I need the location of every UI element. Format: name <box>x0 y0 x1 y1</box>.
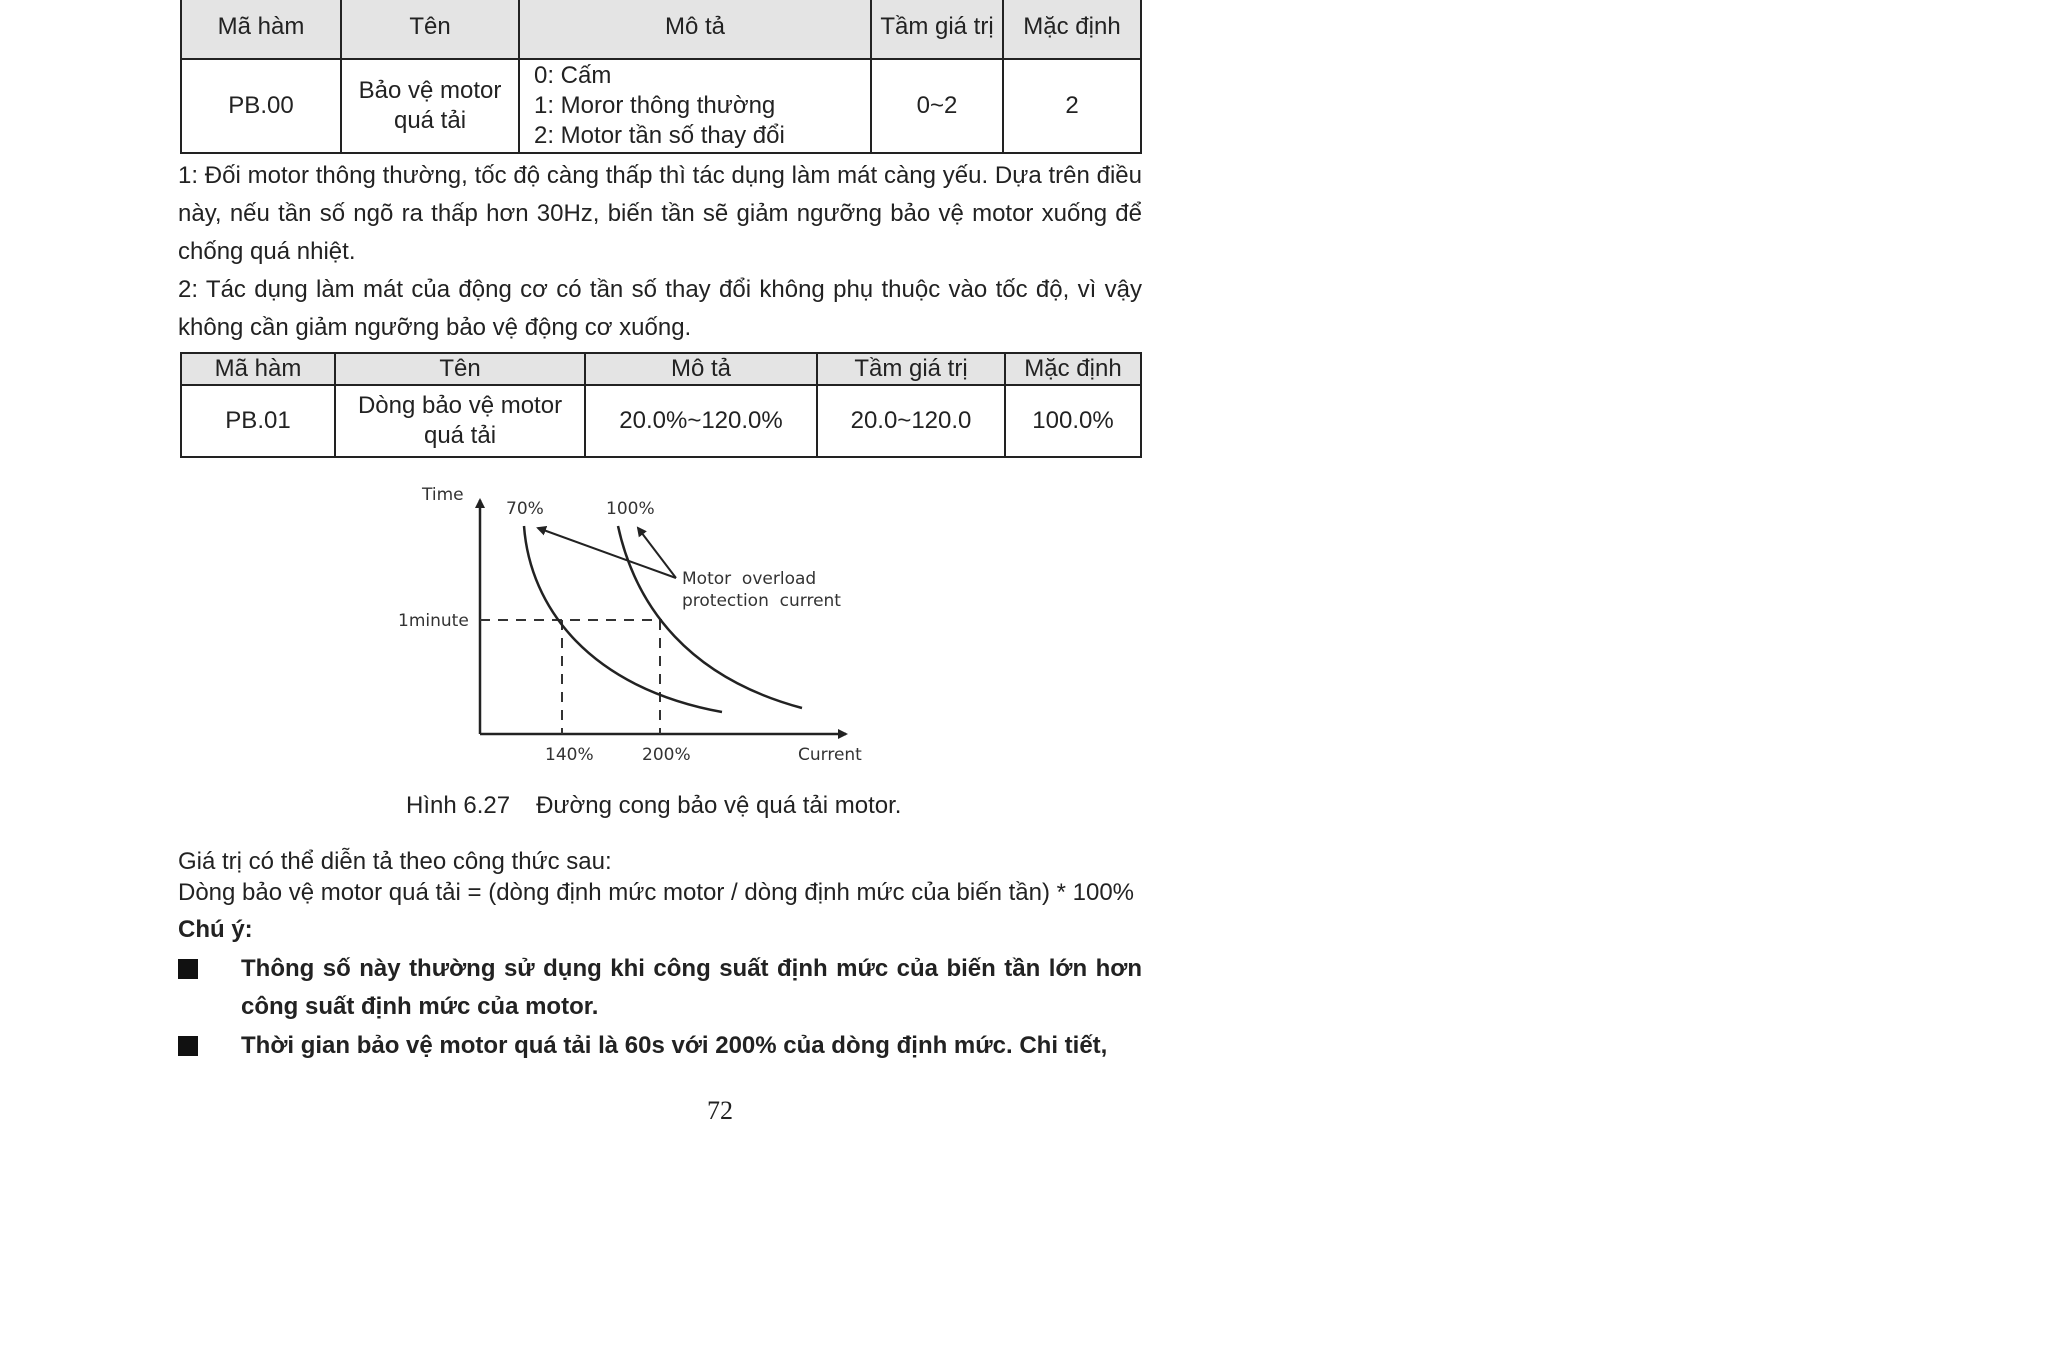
note-item: Thông số này thường sử dụng khi công suất định mức của biến tần lớn hơn công suất định mức của motor. <box>241 955 1142 1020</box>
bullet-square-icon <box>178 1036 198 1056</box>
header-range: Tầm giá trị <box>817 353 1005 385</box>
cell-desc: 20.0%~120.0% <box>585 385 817 457</box>
paragraph-normal-motor: 1: Đối motor thông thường, tốc độ càng thấp thì tác dụng làm mát càng yếu. Dựa trên điều này, nếu tần số ngõ ra thấp hơn 30Hz, biến tần sẽ giảm ngưỡng bảo vệ motor xuống để chống quá nhiệt. <box>178 162 1142 265</box>
header-desc: Mô tả <box>585 353 817 385</box>
note-item: Thời gian bảo vệ motor quá tải là 60s với 200% của dòng định mức. Chi tiết, <box>241 1032 1108 1059</box>
cell-name: Bảo vệ motor quá tải <box>341 59 519 153</box>
annotation-line-2: protection current <box>682 591 841 611</box>
figure-caption <box>406 790 901 822</box>
parameter-table-pb00 <box>180 0 1142 154</box>
header-code: Mã hàm <box>181 0 341 59</box>
table-header-row <box>181 353 1141 385</box>
bullet-square-icon <box>178 959 198 979</box>
table-row <box>181 385 1141 457</box>
y-tick-1minute: 1minute <box>398 611 469 631</box>
table-header-row <box>181 0 1141 59</box>
header-default: Mặc định <box>1003 0 1141 59</box>
desc-line: 1: Moror thông thường <box>534 92 776 119</box>
header-code: Mã hàm <box>181 353 335 385</box>
parameter-table-pb01 <box>180 352 1142 458</box>
note-title: Chú ý: <box>178 916 253 943</box>
cell-desc <box>519 59 871 153</box>
overload-curve-figure <box>390 478 890 768</box>
formula: Dòng bảo vệ motor quá tải = (dòng định mức motor / dòng định mức của biến tần) * 100% <box>178 879 1135 906</box>
x-tick-200: 200% <box>642 745 691 765</box>
paragraph-variable-motor: 2: Tác dụng làm mát của động cơ có tần số thay đổi không phụ thuộc vào tốc độ, vì vậy không cần giảm ngưỡng bảo vệ động cơ xuống. <box>178 276 1142 341</box>
caption-text: Đường cong bảo vệ quá tải motor. <box>536 792 902 819</box>
x-axis-label: Current <box>798 745 862 765</box>
desc-line: 0: Cấm <box>534 62 612 89</box>
cell-code: PB.00 <box>181 59 341 153</box>
curve-label-70: 70% <box>506 499 544 519</box>
header-default: Mặc định <box>1005 353 1141 385</box>
caption-number: Hình 6.27 <box>406 792 511 819</box>
annotation-arrow-70 <box>538 528 676 578</box>
cell-range: 0~2 <box>871 59 1003 153</box>
cell-default: 100.0% <box>1005 385 1141 457</box>
y-axis-label: Time <box>422 485 464 505</box>
cell-default: 2 <box>1003 59 1141 153</box>
cell-range: 20.0~120.0 <box>817 385 1005 457</box>
table-row <box>181 59 1141 153</box>
annotation-line-1: Motor overload <box>682 569 817 589</box>
cell-name: Dòng bảo vệ motor quá tải <box>335 385 585 457</box>
formula-intro: Giá trị có thể diễn tả theo công thức sau: <box>178 848 612 875</box>
x-tick-140: 140% <box>545 745 594 765</box>
curve-label-100: 100% <box>606 499 655 519</box>
curve-100 <box>618 526 802 708</box>
desc-line: 2: Motor tần số thay đổi <box>534 122 785 149</box>
header-range: Tầm giá trị <box>871 0 1003 59</box>
page-number: 72 <box>707 1096 733 1125</box>
cell-code: PB.01 <box>181 385 335 457</box>
header-desc: Mô tả <box>519 0 871 59</box>
header-name: Tên <box>335 353 585 385</box>
header-name: Tên <box>341 0 519 59</box>
